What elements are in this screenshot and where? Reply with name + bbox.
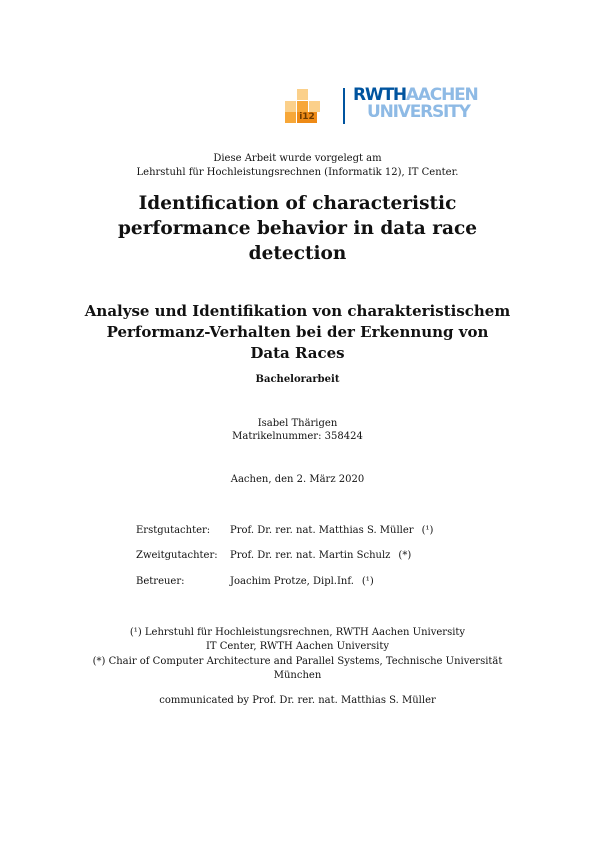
logo-divider xyxy=(343,88,345,124)
examiner-name: Prof. Dr. rer. nat. Martin Schulz xyxy=(230,550,391,561)
i12-logo-square xyxy=(297,101,308,112)
examiner-row xyxy=(136,549,411,562)
intro-line-1: Diese Arbeit wurde vorgelegt am xyxy=(213,153,382,164)
affiliation-line-3: (*) Chair of Computer Architecture and Parallel Systems, Technische Universität xyxy=(92,656,503,667)
german-title-line-1: Analyse und Identifikation von charakteristischem xyxy=(84,302,511,320)
i12-logo-square xyxy=(285,101,296,112)
rwth-aachen-logo xyxy=(353,86,493,126)
rwth-logo-line2: UNIVERSITY xyxy=(367,102,470,122)
examiner-mark: (*) xyxy=(398,550,412,561)
examiner-role: Zweitgutachter: xyxy=(136,550,218,561)
thesis-title-line-3: detection xyxy=(248,243,347,264)
examiner-role: Betreuer: xyxy=(136,576,185,587)
german-title-line-3: Data Races xyxy=(250,344,345,362)
thesis-title-line-2: performance behavior in data race xyxy=(117,218,477,239)
affiliation-line-2: IT Center, RWTH Aachen University xyxy=(205,641,390,652)
intro-line-2: Lehrstuhl für Hochleistungsrechnen (Informatik 12), IT Center. xyxy=(136,167,459,178)
rwth-logo-line1: RWTHAACHEN xyxy=(353,85,478,105)
thesis-type: Bachelorarbeit xyxy=(255,374,340,385)
i12-logo-square xyxy=(285,112,296,123)
german-title-line-2: Performanz-Verhalten bei der Erkennung von xyxy=(106,323,489,341)
affiliation-line-1: (¹) Lehrstuhl für Hochleistungsrechnen, RWTH Aachen University xyxy=(129,627,466,638)
affiliation-line-4: München xyxy=(273,670,322,681)
thesis-title-line-1: Identification of characteristic xyxy=(138,193,457,214)
i12-logo-text: i12 xyxy=(299,112,315,122)
examiner-mark: (¹) xyxy=(361,576,374,587)
examiner-mark: (¹) xyxy=(421,525,434,536)
examiner-name: Joachim Protze, Dipl.Inf. xyxy=(230,576,354,587)
examiner-role: Erstgutachter: xyxy=(136,525,211,536)
examiner-row xyxy=(136,524,433,537)
examiner-name: Prof. Dr. rer. nat. Matthias S. Müller xyxy=(230,525,414,536)
matriculation-number: Matrikelnummer: 358424 xyxy=(232,431,363,442)
examiner-row xyxy=(136,575,374,588)
i12-logo-square xyxy=(309,101,320,112)
i12-logo xyxy=(285,89,321,123)
i12-logo-square xyxy=(297,89,308,100)
communicated-by: communicated by Prof. Dr. rer. nat. Matthias S. Müller xyxy=(159,695,436,706)
author-name: Isabel Thärigen xyxy=(257,418,338,429)
place-date: Aachen, den 2. März 2020 xyxy=(230,474,365,485)
